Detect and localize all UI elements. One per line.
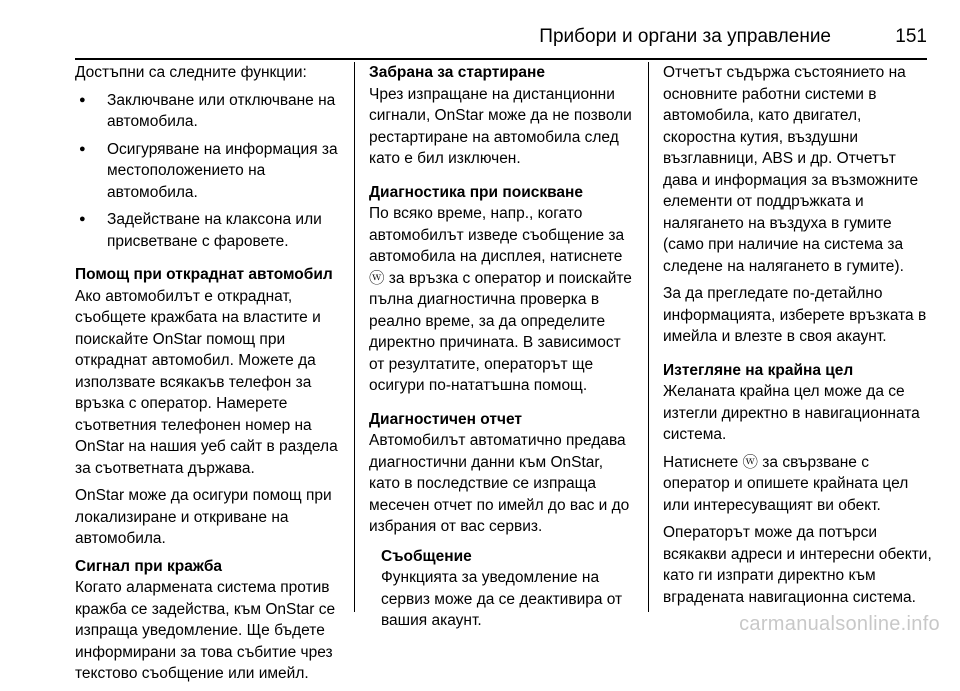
list-item: ● Задействане на клаксона или присветване с фаровете.	[75, 209, 347, 252]
feature-list	[75, 90, 347, 253]
page-title: Прибори и органи за управление	[539, 26, 831, 47]
note-heading: Съобщение	[381, 547, 472, 565]
column-divider-2	[648, 62, 649, 612]
column-2	[369, 62, 637, 638]
column-1	[75, 62, 347, 691]
list-item: ● Осигуряване на информация за местоположението на автомобила.	[75, 139, 347, 204]
section-heading: Изтегляне на крайна цел	[663, 361, 854, 379]
note-box	[369, 546, 637, 632]
paragraph: Отчетът съдържа състоянието на основните работни системи в автомобила, като двигател, скоростна кутия, въздушни възглавници, ABS и др. Отчетът дава и информация за възможните елементи от поддръжката и налягането на въздуха в гумите (само при наличие на система за следене на налягането в гумите).	[663, 64, 919, 275]
page-number: 151	[895, 26, 927, 47]
intro-text: Достъпни са следните функции:	[75, 64, 307, 81]
paragraph: По всяко време, напр., когато автомобилът изведе съобщение за автомобила на дисплея, натиснете ⓦ за връзка с оператор и поискайте пълна диагностична проверка в реално време, за да определите директно причината. В зависимост от резултатите, операторът ще осигури по-нататъшна помощ.	[369, 205, 632, 394]
list-item: ● Заключване или отключване на автомобила.	[75, 90, 347, 133]
paragraph: Когато алармената система против кражба се задейства, към OnStar се изпраща уведомление. Ще бъдете информирани за това събитие чрез текстово съобщение или имейл.	[75, 579, 336, 682]
paragraph: За да прегледате по-детайлно информацията, изберете връзката в имейла и влезте в своя акаунт.	[663, 285, 927, 345]
paragraph: Натиснете ⓦ за свързване с оператор и опишете крайната цел или интересуващият ви обект.	[663, 453, 909, 514]
page-header	[75, 18, 927, 54]
header-divider	[75, 58, 927, 60]
column-divider-1	[354, 62, 355, 612]
section-heading: Забрана за стартиране	[369, 64, 545, 81]
section-heading: Сигнал при кражба	[75, 557, 223, 575]
section-heading: Диагностичен отчет	[369, 410, 522, 428]
paragraph: Желаната крайна цел може да се изтегли директно в навигационната система.	[663, 383, 920, 443]
section-heading: Диагностика при поискване	[369, 183, 584, 201]
paragraph: Чрез изпращане на дистанционни сигнали, OnStar може да не позволи рестартиране на автомобила след като е бил изключен.	[369, 85, 632, 167]
paragraph: Операторът може да потърси всякакви адреси и интересни обекти, като ги изпрати директно към вградената навигационна система.	[663, 524, 932, 606]
paragraph: Автомобилът автоматично предава диагностични данни към OnStar, като в последствие се изпраща месечен отчет по имейл до вас и до избрания от вас сервиз.	[369, 432, 630, 535]
paragraph: OnStar може да осигури помощ при локализиране и откриване на автомобила.	[75, 487, 332, 547]
note-text: Функцията за уведомление на сервиз може да се деактивира от вашия акаунт.	[381, 569, 623, 629]
paragraph: Ако автомобилът е откраднат, съобщете кражбата на властите и поискайте OnStar помощ при откраднат автомобил. Можете да използвате всякакъв телефон за връзка с оператор. Намерете съответния телефонен номер на OnStar на нашия уеб сайт в раздела за съответната държава.	[75, 287, 338, 477]
section-heading: Помощ при откраднат автомобил	[75, 266, 333, 283]
watermark: carmanualsonline.info	[739, 613, 940, 635]
column-3	[663, 62, 933, 614]
